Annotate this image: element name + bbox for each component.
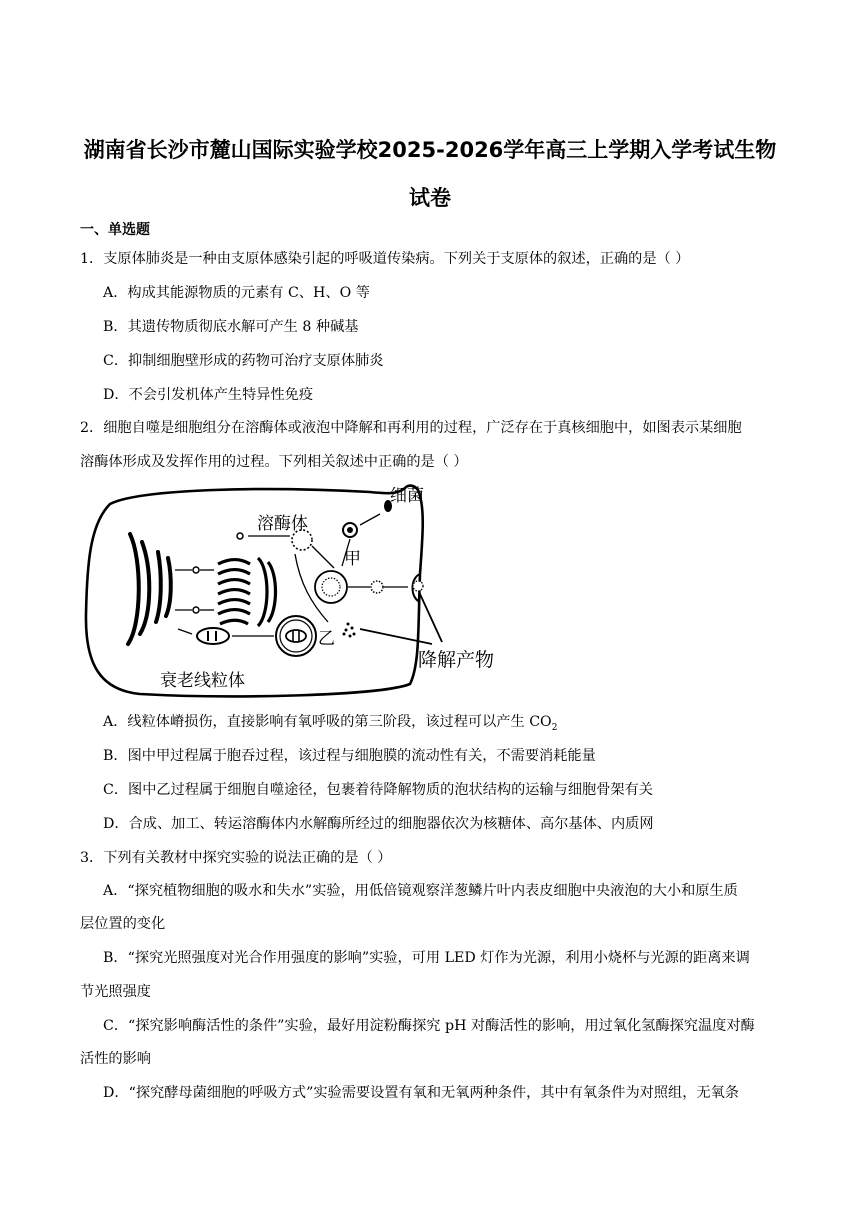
golgi-apparatus [218, 558, 276, 626]
label-yi: 乙 [318, 629, 335, 649]
q3-option-a-line1: A．“探究植物细胞的吸水和失水”实验，用低倍镜观察洋葱鳞片叶内表皮细胞中央液泡的大小和原生质 [103, 883, 738, 899]
autolysosome [315, 571, 347, 603]
q2-option-b: B．图中甲过程属于胞吞过程，该过程与细胞膜的流动性有关，不需要消耗能量 [103, 748, 596, 764]
q2-option-a-text: A．线粒体嵴损伤，直接影响有氧呼吸的第三阶段，该过程可以产生 CO [103, 714, 552, 730]
q3-option-b-line2: 节光照强度 [80, 984, 151, 1000]
q2-option-d: D．合成、加工、转运溶酶体内水解酶所经过的细胞器依次为核糖体、高尔基体、内质网 [103, 816, 654, 832]
q1-option-c: C．抑制细胞壁形成的药物可治疗支原体肺炎 [103, 353, 384, 369]
label-bacteria: 细菌 [390, 486, 424, 506]
q1-option-d: D．不会引发机体产生特异性免疫 [103, 387, 314, 403]
q1-option-b: B．其遗传物质彻底水解可产生 8 种碱基 [103, 319, 359, 335]
exam-title-line2: 试卷 [409, 186, 451, 210]
q2-option-a-subscript: 2 [551, 722, 558, 733]
q2-stem-line2: 溶酶体形成及发挥作用的过程。下列相关叙述中正确的是（ ） [80, 454, 468, 470]
cell-membrane-outline [86, 486, 423, 697]
q2-stem-line1: 2．细胞自噬是细胞组分在溶酶体或液泡中降解和再利用的过程，广泛存在于真核细胞中，如图表示某细胞 [80, 420, 742, 436]
residual-body [371, 581, 383, 593]
q3-option-c-line1: C．“探究影响酶活性的条件”实验，最好用淀粉酶探究 pH 对酶活性的影响，用过氧化氢酶探究温度对酶 [103, 1018, 755, 1034]
label-degradation-products: 降解产物 [418, 649, 495, 671]
label-lysosome: 溶酶体 [257, 514, 308, 534]
degradation-dots [343, 623, 356, 638]
q1-option-a: A．构成其能源物质的元素有 C、H、O 等 [103, 285, 370, 301]
nucleus-er-structure [128, 534, 171, 644]
q2-option-a [103, 711, 557, 733]
section-heading: 一、单选题 [80, 222, 150, 238]
q1-stem: 1．支原体肺炎是一种由支原体感染引起的呼吸道传染病。下列关于支原体的叙述，正确的是（ ） [80, 251, 690, 267]
q3-option-c-line2: 活性的影响 [80, 1051, 151, 1067]
label-jia: 甲 [344, 549, 361, 569]
autophagosome [276, 616, 316, 656]
senescent-mitochondrion [197, 628, 229, 644]
q3-option-b-line1: B．“探究光照强度对光合作用强度的影响”实验，可用 LED 灯作为光源，利用小烧杯与光源的距离来调 [103, 950, 750, 966]
q3-option-d-line1: D．“探究酵母菌细胞的呼吸方式”实验需要设置有氧和无氧两种条件，其中有氧条件为对照组，无氧条 [103, 1085, 739, 1101]
q2-option-c: C．图中乙过程属于细胞自噬途径，包裹着待降解物质的泡状结构的运输与细胞骨架有关 [103, 782, 653, 798]
label-senescent-mitochondrion: 衰老线粒体 [160, 671, 245, 691]
exam-title-line1: 湖南省长沙市麓山国际实验学校2025-2026学年高三上学期入学考试生物 [83, 138, 777, 162]
q3-option-a-line2: 层位置的变化 [80, 916, 166, 932]
q3-stem: 3．下列有关教材中探究实验的说法正确的是（ ） [80, 850, 392, 866]
cell-autophagy-figure [80, 474, 520, 704]
